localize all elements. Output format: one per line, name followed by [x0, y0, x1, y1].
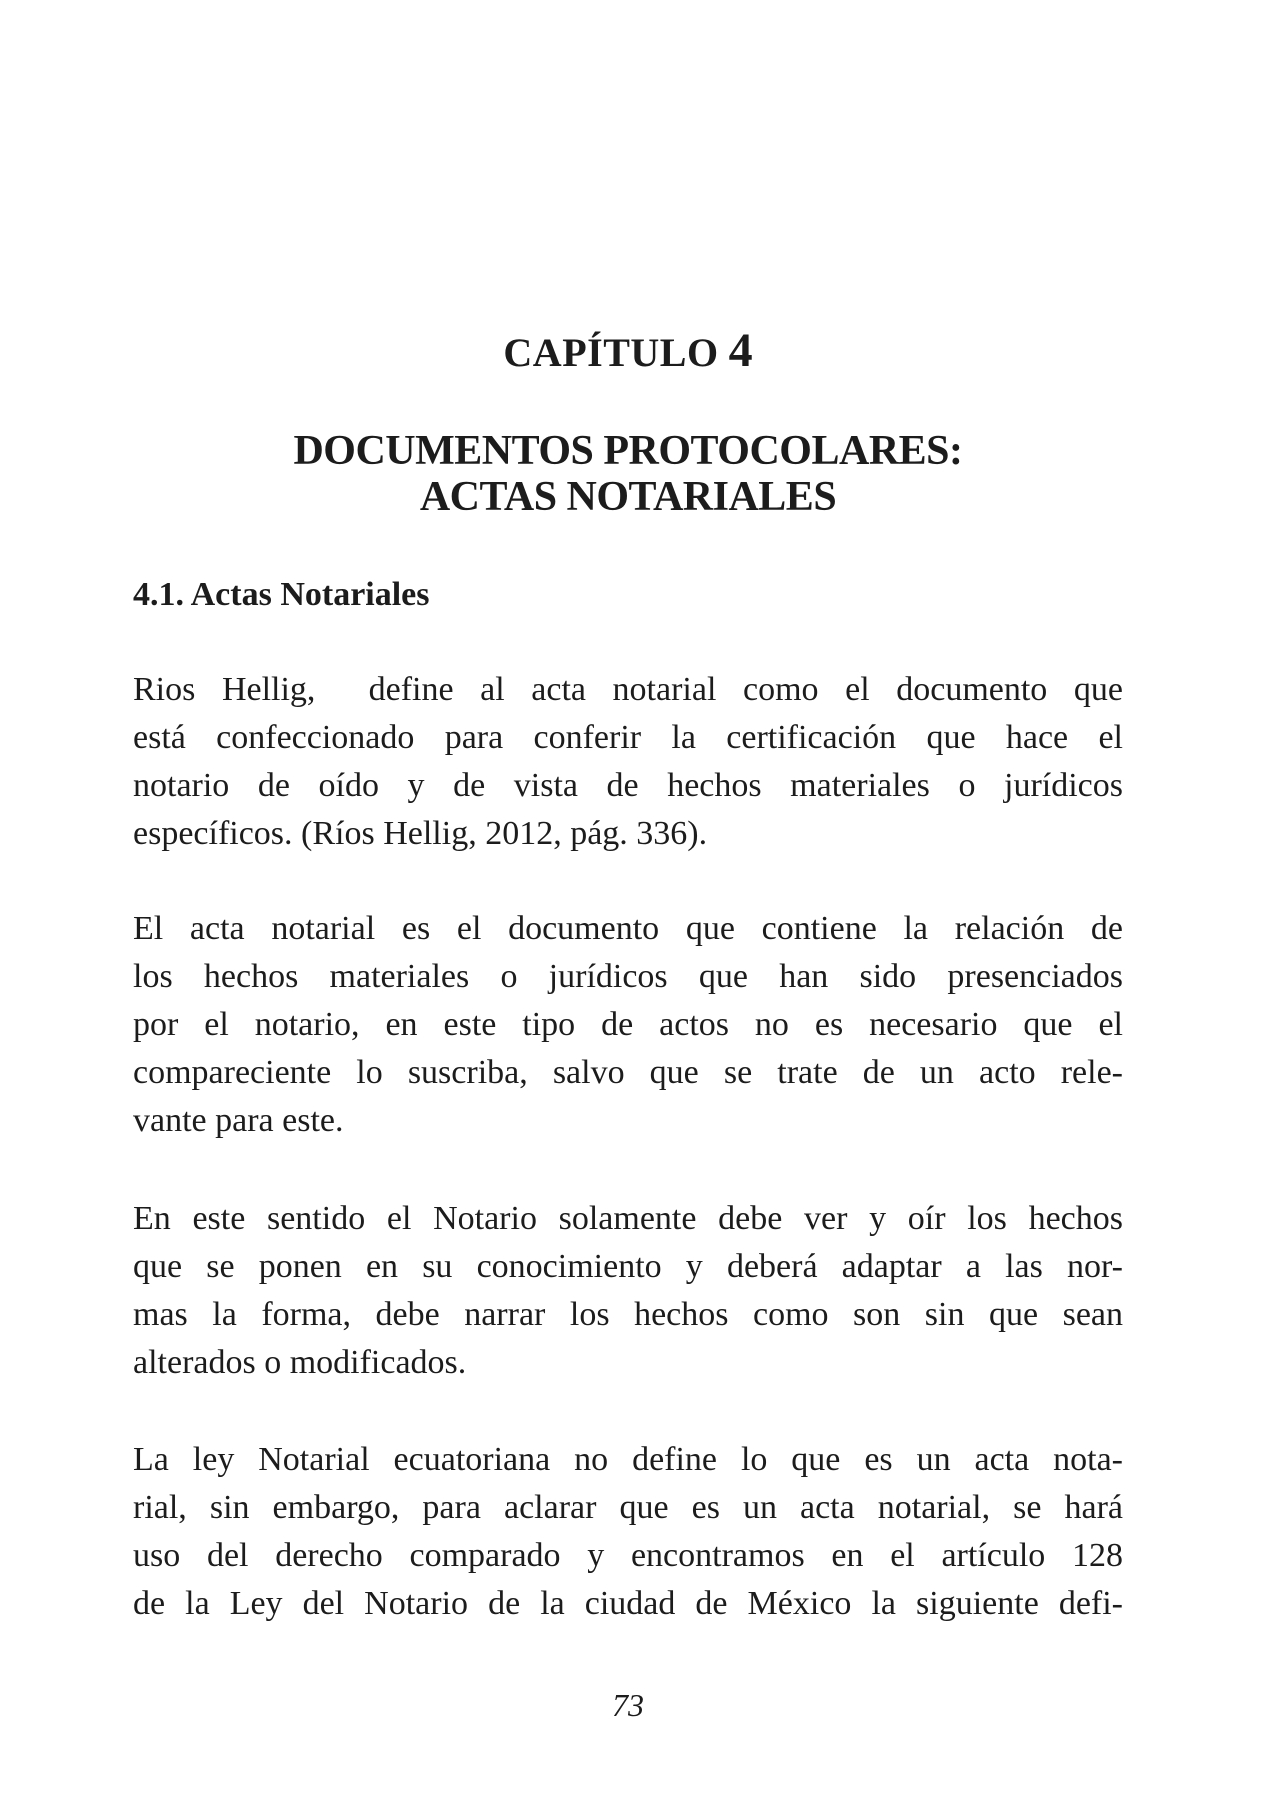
paragraph-2-line: compareciente lo suscriba, salvo que se trate de un acto rele-	[133, 1054, 1123, 1091]
paragraph-1-line: notario de oído y de vista de hechos materiales o jurídicos	[133, 767, 1123, 804]
paragraph-4-line: uso del derecho comparado y encontramos en el artículo 128	[133, 1537, 1123, 1574]
chapter-title	[133, 326, 1123, 378]
document-title-line1: DOCUMENTOS PROTOCOLARES:	[293, 428, 963, 474]
chapter-label: CAPÍTULO	[503, 330, 719, 375]
paragraph-2-line: El acta notarial es el documento que contiene la relación de	[133, 910, 1123, 947]
paragraph-4-line: La ley Notarial ecuatoriana no define lo que es un acta nota-	[133, 1441, 1123, 1478]
paragraph-3	[133, 1195, 1123, 1387]
paragraph-2	[133, 905, 1123, 1145]
paragraph-1-line: Rios Hellig, define al acta notarial como el documento que	[133, 671, 1123, 708]
chapter-number: 4	[728, 324, 753, 377]
paragraph-1	[133, 666, 1123, 858]
paragraph-3-line: alterados o modificados.	[133, 1344, 467, 1381]
paragraph-4-line: de la Ley del Notario de la ciudad de México la siguiente defi-	[133, 1585, 1123, 1622]
document-title	[133, 428, 1123, 520]
paragraph-4-line: rial, sin embargo, para aclarar que es un acta notarial, se hará	[133, 1489, 1123, 1526]
paragraph-2-line: los hechos materiales o jurídicos que han sido presenciados	[133, 958, 1123, 995]
document-title-line2: ACTAS NOTARIALES	[419, 474, 837, 520]
paragraph-2-line: por el notario, en este tipo de actos no es necesario que el	[133, 1006, 1123, 1043]
paragraph-1-line: está confeccionado para conferir la certificación que hace el	[133, 719, 1123, 756]
paragraph-2-line: vante para este.	[133, 1102, 344, 1139]
paragraph-1-line: específicos. (Ríos Hellig, 2012, pág. 336).	[133, 815, 708, 852]
section-heading: 4.1. Actas Notariales	[133, 576, 430, 613]
paragraph-3-line: En este sentido el Notario solamente debe ver y oír los hechos	[133, 1200, 1123, 1237]
paragraph-4	[133, 1436, 1123, 1628]
paragraph-3-line: mas la forma, debe narrar los hechos como son sin que sean	[133, 1296, 1123, 1333]
paragraph-3-line: que se ponen en su conocimiento y deberá adaptar a las nor-	[133, 1248, 1123, 1285]
page-number: 73	[612, 1687, 644, 1723]
